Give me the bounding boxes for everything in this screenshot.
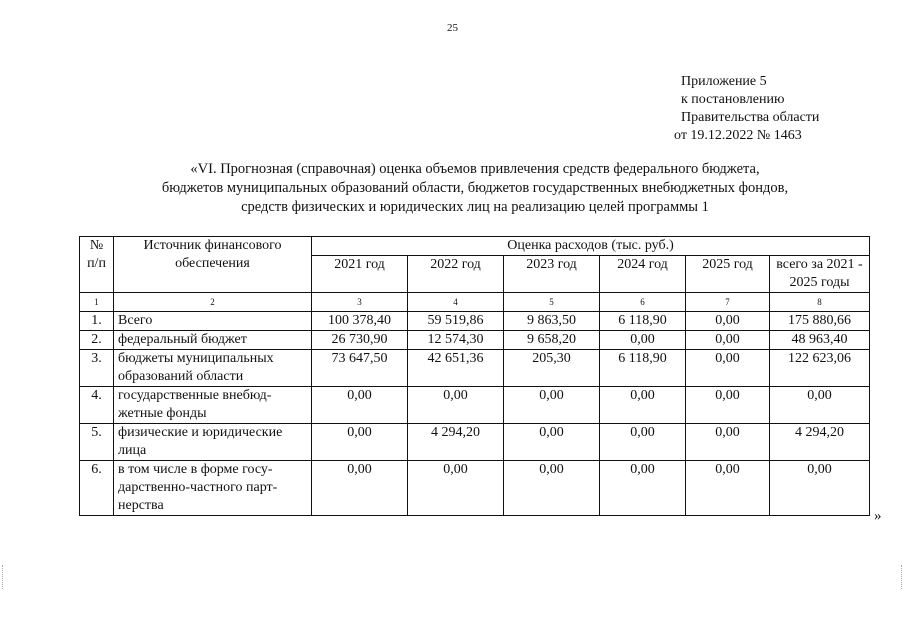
row-source: Всего: [114, 312, 312, 331]
row-source: бюджеты муниципальных образований области: [114, 350, 312, 387]
index-cell: 5: [504, 293, 600, 312]
header-year-2024: 2024 год: [600, 256, 686, 293]
row-value: 0,00: [770, 461, 870, 516]
index-cell: 6: [600, 293, 686, 312]
row-value: 0,00: [408, 461, 504, 516]
appendix-line-4: от 19.12.2022 № 1463: [674, 128, 802, 143]
row-value: 6 118,90: [600, 312, 686, 331]
index-cell: 1: [80, 293, 114, 312]
table-row: [80, 461, 870, 516]
appendix-line-3: Правительства области: [681, 110, 820, 125]
row-value: 59 519,86: [408, 312, 504, 331]
right-edge-mark: [901, 565, 904, 589]
row-value: 0,00: [686, 312, 770, 331]
row-value: 0,00: [686, 461, 770, 516]
index-cell: 8: [770, 293, 870, 312]
title-line-3: средств физических и юридических лиц на реализацию целей программы 1: [241, 199, 709, 215]
row-value: 100 378,40: [312, 312, 408, 331]
row-value: 0,00: [408, 387, 504, 424]
row-source: государственные внебюд-жетные фонды: [114, 387, 312, 424]
closing-quote: »: [874, 508, 882, 524]
row-value: 73 647,50: [312, 350, 408, 387]
header-source: Источник финансового обеспечения: [114, 237, 312, 293]
row-value: 0,00: [312, 461, 408, 516]
row-value: 0,00: [686, 350, 770, 387]
title-line-2: бюджетов муниципальных образований области, бюджетов государственных внебюджетных фондов,: [161, 180, 789, 196]
row-value: 9 863,50: [504, 312, 600, 331]
row-value: 122 623,06: [770, 350, 870, 387]
row-value: 205,30: [504, 350, 600, 387]
row-value: 0,00: [686, 387, 770, 424]
index-cell: 3: [312, 293, 408, 312]
header-year-2021: 2021 год: [312, 256, 408, 293]
index-cell: 2: [114, 293, 312, 312]
row-value: 0,00: [504, 461, 600, 516]
header-year-2025: 2025 год: [686, 256, 770, 293]
header-num: № п/п: [80, 237, 114, 293]
row-value: 0,00: [504, 424, 600, 461]
row-value: 0,00: [600, 387, 686, 424]
table-row: [80, 387, 870, 424]
table-row: [80, 424, 870, 461]
row-value: 9 658,20: [504, 331, 600, 350]
row-value: 0,00: [312, 387, 408, 424]
header-total: всего за 2021 - 2025 годы: [770, 256, 870, 293]
row-number: 3.: [80, 350, 114, 387]
header-estimate: Оценка расходов (тыс. руб.): [312, 237, 870, 256]
row-value: 0,00: [600, 331, 686, 350]
appendix-line-1: Приложение 5: [681, 74, 767, 89]
row-value: 175 880,66: [770, 312, 870, 331]
header-year-2022: 2022 год: [408, 256, 504, 293]
row-value: 0,00: [600, 461, 686, 516]
row-value: 6 118,90: [600, 350, 686, 387]
row-value: 4 294,20: [770, 424, 870, 461]
header-row-1: [80, 237, 870, 256]
row-value: 12 574,30: [408, 331, 504, 350]
table-row: [80, 331, 870, 350]
row-value: 0,00: [312, 424, 408, 461]
row-value: 0,00: [770, 387, 870, 424]
row-value: 0,00: [600, 424, 686, 461]
appendix-line-2: к постановлению: [681, 92, 785, 107]
table-row: [80, 350, 870, 387]
row-source: федеральный бюджет: [114, 331, 312, 350]
row-source: в том числе в форме госу-дарственно-частного парт-нерства: [114, 461, 312, 516]
row-value: 0,00: [686, 331, 770, 350]
row-value: 4 294,20: [408, 424, 504, 461]
section-title: [80, 160, 870, 217]
appendix-block: [674, 73, 819, 145]
row-number: 6.: [80, 461, 114, 516]
row-source: физические и юридические лица: [114, 424, 312, 461]
row-value: 42 651,36: [408, 350, 504, 387]
table-row: [80, 312, 870, 331]
index-cell: 4: [408, 293, 504, 312]
page-number: 25: [447, 22, 458, 34]
index-row: [80, 293, 870, 312]
row-number: 1.: [80, 312, 114, 331]
row-value: 26 730,90: [312, 331, 408, 350]
title-line-1: «VI. Прогнозная (справочная) оценка объемов привлечения средств федерального бюджета,: [190, 161, 760, 177]
row-value: 0,00: [504, 387, 600, 424]
funding-table: [79, 236, 870, 516]
row-number: 5.: [80, 424, 114, 461]
left-edge-mark: [2, 565, 5, 589]
row-value: 0,00: [686, 424, 770, 461]
row-value: 48 963,40: [770, 331, 870, 350]
index-cell: 7: [686, 293, 770, 312]
row-number: 4.: [80, 387, 114, 424]
header-year-2023: 2023 год: [504, 256, 600, 293]
row-number: 2.: [80, 331, 114, 350]
